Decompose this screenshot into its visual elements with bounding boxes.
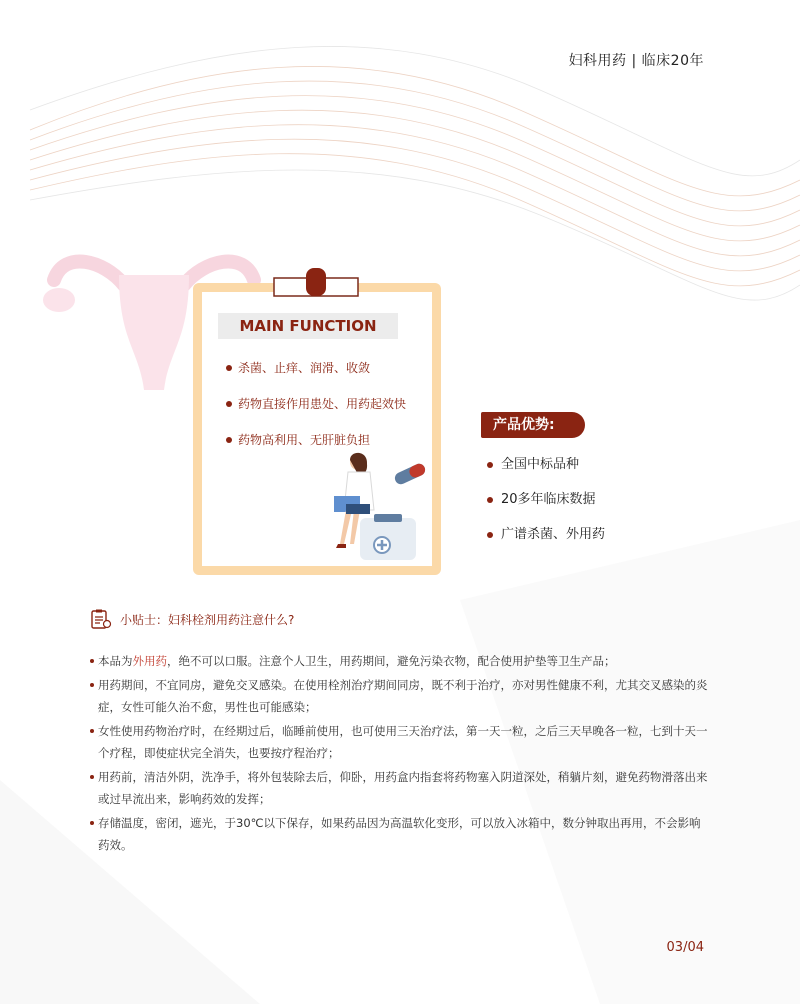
advantage-item: 20多年临床数据 [487,492,605,527]
function-item: 药物高利用、无肝脏负担 [226,432,406,468]
note-item [90,650,710,672]
note-suffix: ，绝不可以口服。注意个人卫生，用药期间，避免污染衣物，配合使用护垫等卫生产品； [167,654,616,668]
clipboard-clip-icon [272,268,360,298]
advantage-item: 广谱杀菌、外用药 [487,527,605,562]
advantages-title: 产品优势: [481,412,585,438]
function-item: 药物直接作用患处、用药起效快 [226,396,406,432]
main-function-banner: MAIN FUNCTION [218,313,398,339]
advantages-list [487,457,605,562]
note-item: 女性使用药物治疗时，在经期过后，临睡前使用，也可使用三天治疗法，第一天一粒，之后三天早晚各一粒，七到十天一个疗程，即使症状完全消失，也要按疗程治疗； [90,720,710,764]
note-item: 用药期间，不宜同房，避免交叉感染。在使用栓剂治疗期间同房，既不利于治疗，亦对男性健康不利，尤其交叉感染的炎症，女性可能久治不愈，男性也可能感染； [90,674,710,718]
page-number: 03/04 [666,940,704,955]
doctor-illustration [310,448,430,568]
advantage-item: 全国中标品种 [487,457,605,492]
header-title: 妇科用药 | 临床20年 [568,53,704,69]
usage-notes [90,650,710,858]
note-item: 存储温度，密闭，遮光，于30℃以下保存，如果药品因为高温软化变形，可以放入冰箱中，数分钟取出再用，不会影响药效。 [90,812,710,856]
clipboard-checklist-icon [90,609,112,629]
tips-title: 小贴士：妇科栓剂用药注意什么? [120,613,295,627]
note-item: 用药前，清洁外阴，洗净手，将外包装除去后，仰卧，用药盒内指套将药物塞入阴道深处，稍躺片刻，避免药物滑落出来或过早流出来，影响药效的发挥； [90,766,710,810]
function-item: 杀菌、止痒、润滑、收敛 [226,360,406,396]
note-highlight: 外用药 [132,654,167,668]
note-prefix: 本品为 [98,654,133,668]
